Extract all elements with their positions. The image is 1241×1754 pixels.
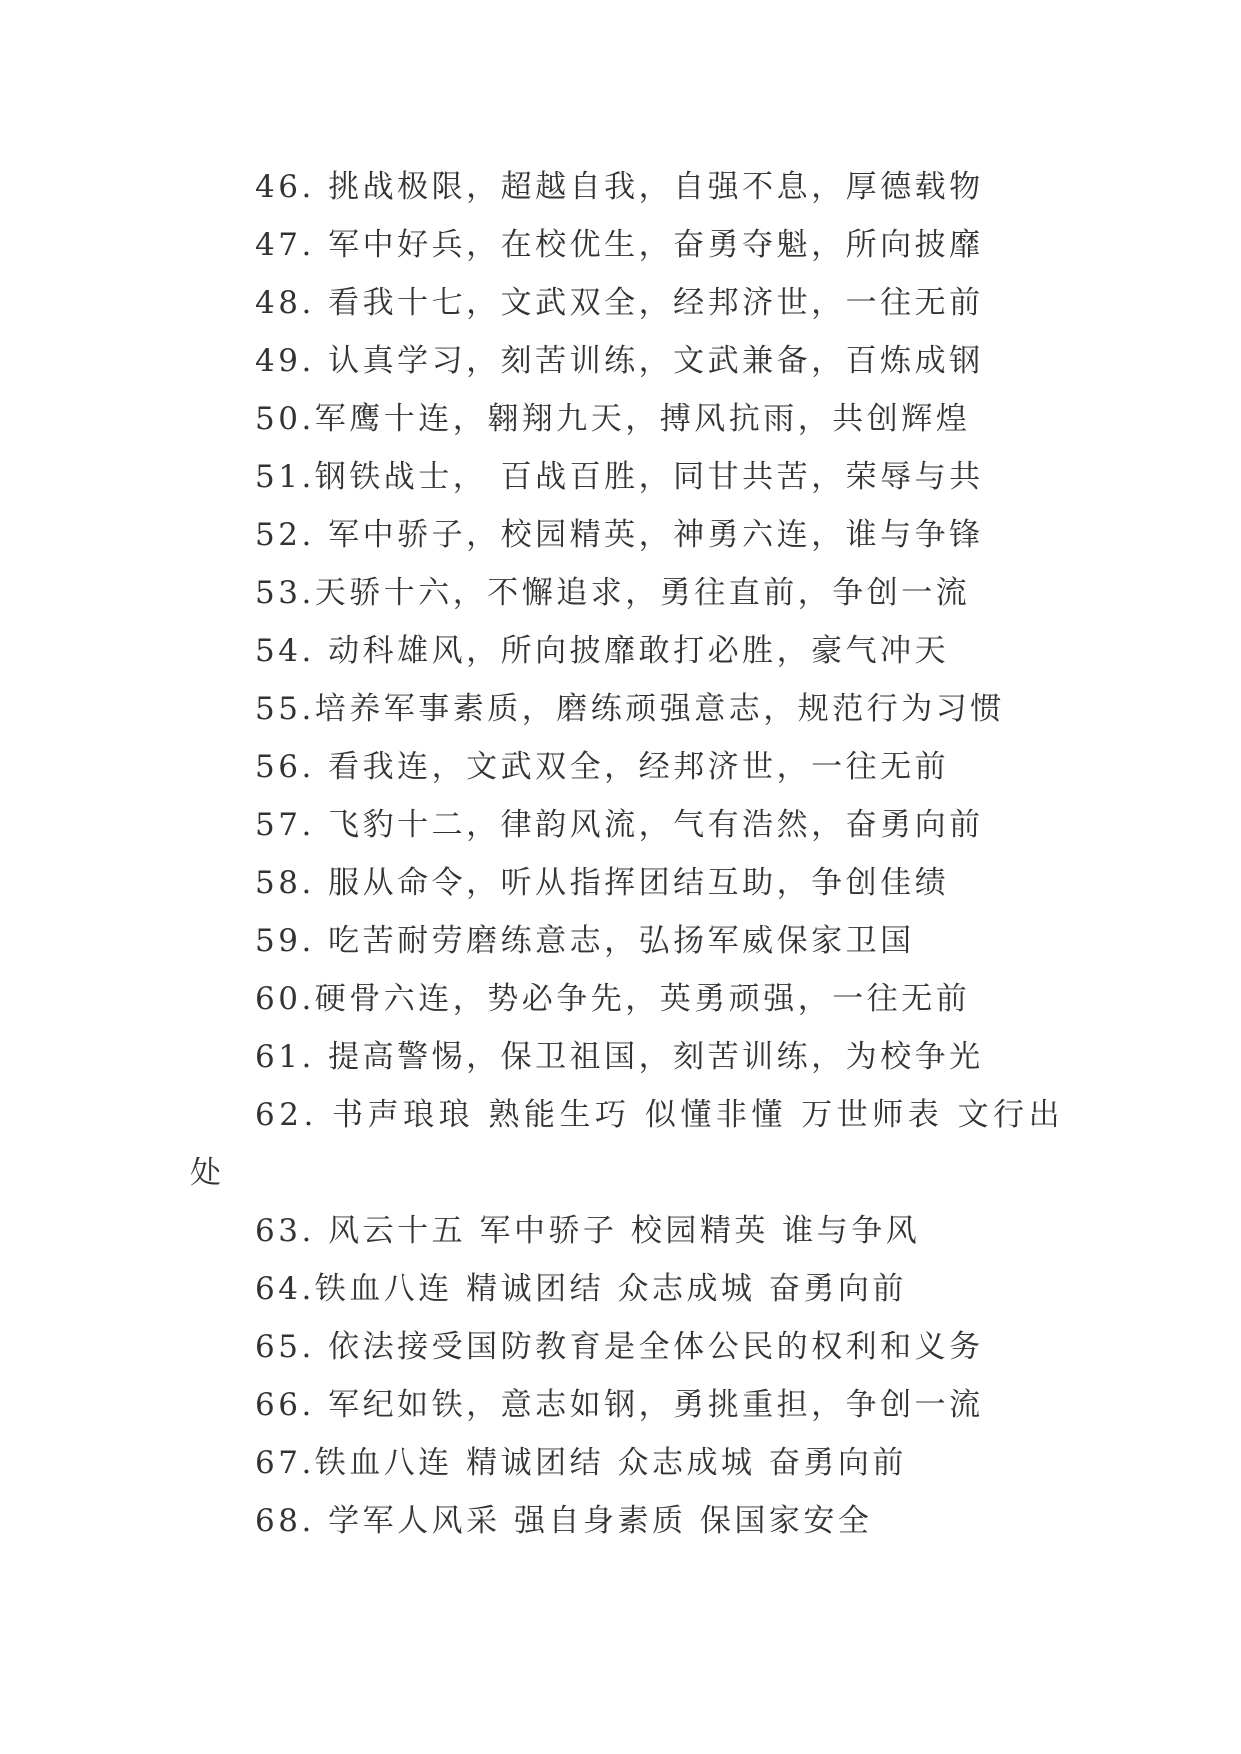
slogan-62: 62. 书声琅琅 熟能生巧 似懂非懂 万世师表 文行出处 <box>190 1097 1065 1191</box>
slogan-59: 59. 吃苦耐劳磨练意志，弘扬军威保家卫国 <box>255 923 915 959</box>
slogan-49: 49. 认真学习，刻苦训练，文武兼备，百炼成钢 <box>255 343 984 379</box>
slogan-51: 51.钢铁战士， 百战百胜，同甘共苦，荣辱与共 <box>255 459 984 495</box>
slogan-58: 58. 服从命令，听从指挥团结互助，争创佳绩 <box>255 865 950 901</box>
slogan-52: 52. 军中骄子，校园精英，神勇六连，谁与争锋 <box>255 517 984 553</box>
slogan-63: 63. 风云十五 军中骄子 校园精英 谁与争风 <box>255 1213 921 1249</box>
slogan-57: 57. 飞豹十二，律韵风流，气有浩然，奋勇向前 <box>255 807 984 843</box>
slogan-47: 47. 军中好兵，在校优生，奋勇夺魁，所向披靡 <box>255 227 984 263</box>
slogan-65: 65. 依法接受国防教育是全体公民的权利和义务 <box>255 1329 984 1365</box>
slogan-53: 53.天骄十六，不懈追求，勇往直前，争创一流 <box>255 575 971 611</box>
slogan-54: 54. 动科雄风，所向披靡敢打必胜，豪气冲天 <box>255 633 950 669</box>
slogan-55: 55.培养军事素质，磨练顽强意志，规范行为习惯 <box>255 691 1005 727</box>
slogan-61: 61. 提高警惕，保卫祖国，刻苦训练，为校争光 <box>255 1039 984 1075</box>
slogan-56: 56. 看我连，文武双全，经邦济世，一往无前 <box>255 749 950 785</box>
slogan-64: 64.铁血八连 精诚团结 众志成城 奋勇向前 <box>255 1271 907 1307</box>
slogan-46: 46. 挑战极限，超越自我，自强不息，厚德载物 <box>255 169 984 205</box>
slogan-60: 60.硬骨六连，势必争先，英勇顽强，一往无前 <box>255 981 971 1017</box>
slogan-48: 48. 看我十七，文武双全，经邦济世，一往无前 <box>255 285 984 321</box>
slogan-66: 66. 军纪如铁，意志如钢，勇挑重担，争创一流 <box>255 1387 984 1423</box>
slogan-list <box>0 158 1241 1550</box>
slogan-50: 50.军鹰十连，翱翔九天，搏风抗雨，共创辉煌 <box>255 401 971 437</box>
slogan-67: 67.铁血八连 精诚团结 众志成城 奋勇向前 <box>255 1445 907 1481</box>
slogan-68: 68. 学军人风采 强自身素质 保国家安全 <box>255 1503 873 1539</box>
